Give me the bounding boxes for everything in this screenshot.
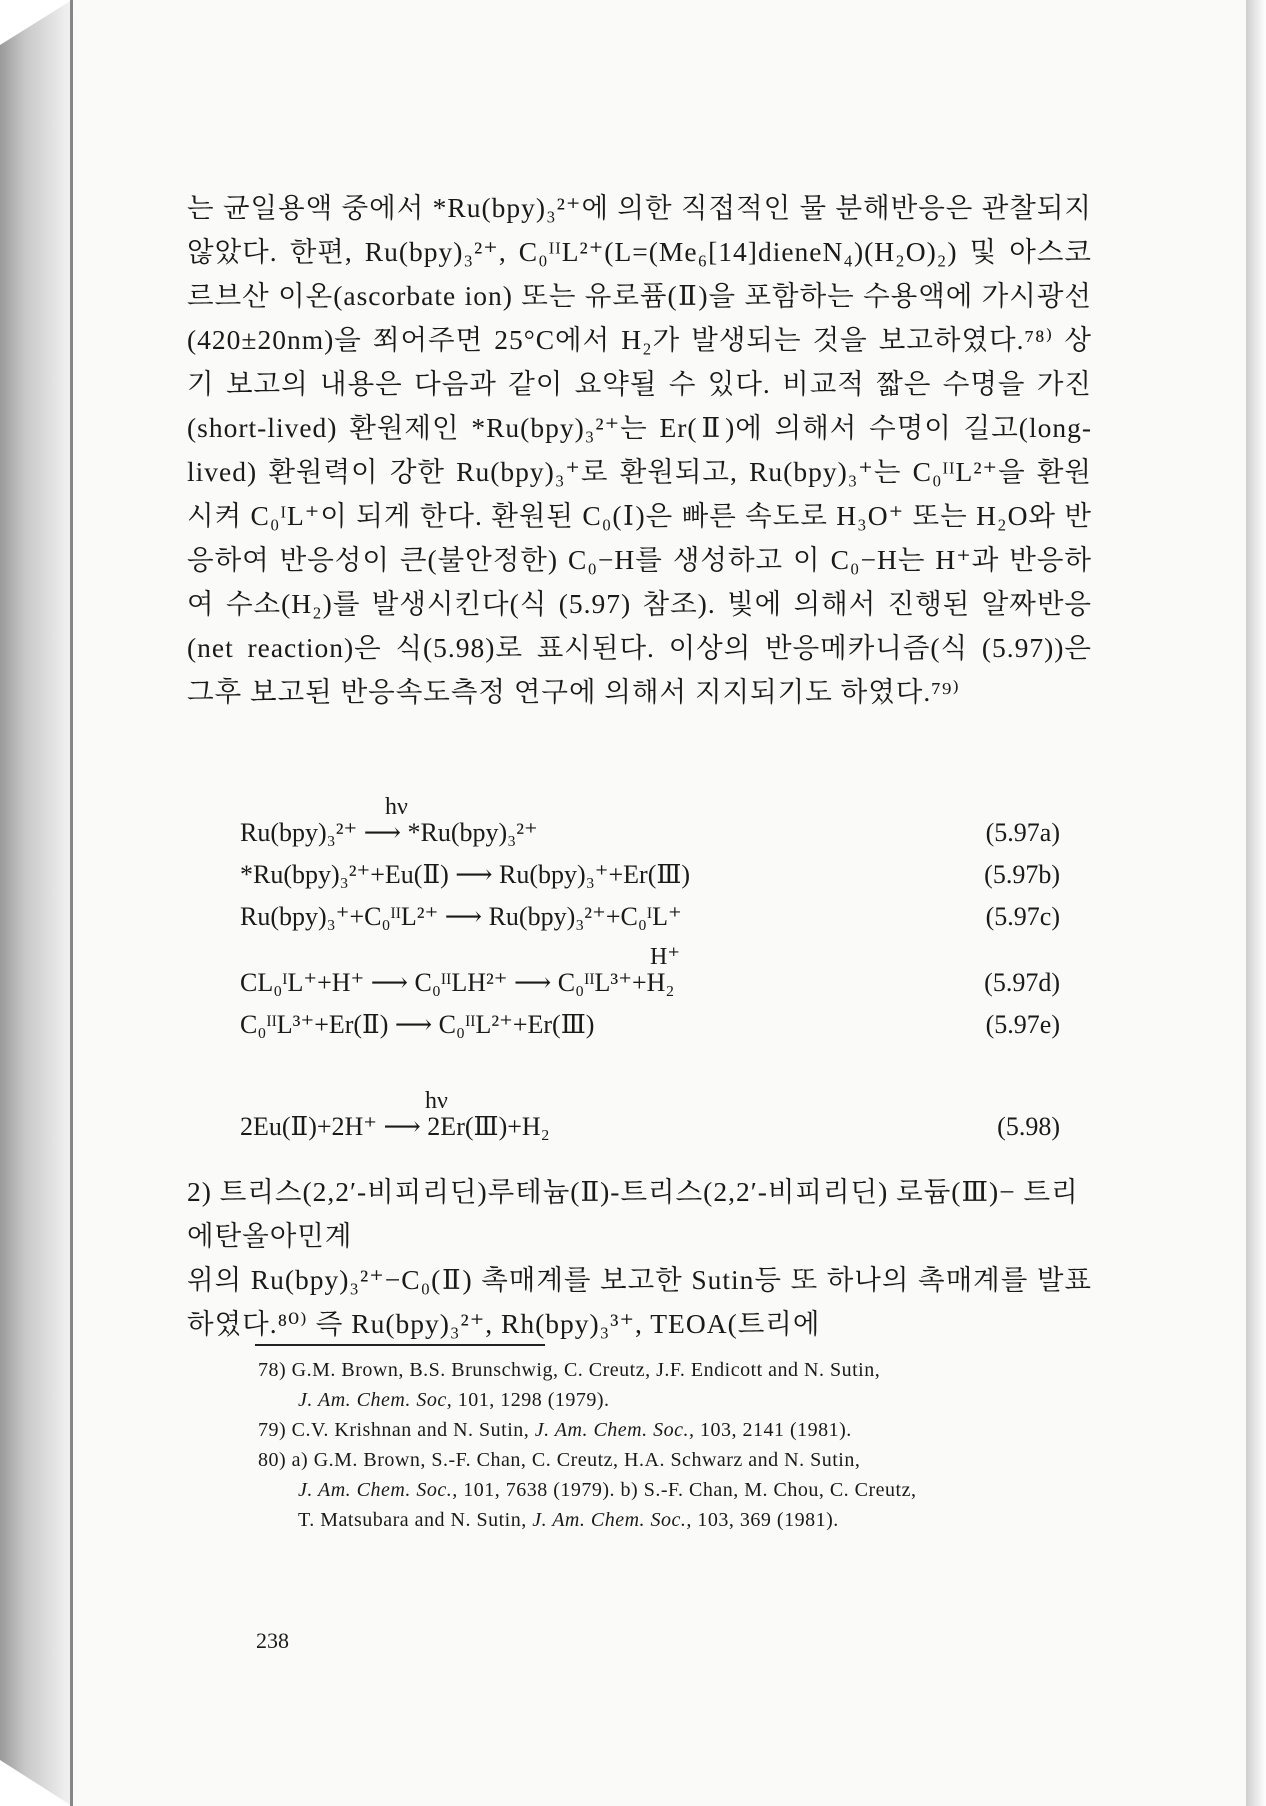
equation-row <box>240 854 1060 896</box>
citation-ref: 103, 369 (1981). <box>697 1509 839 1531</box>
equation-number: (5.97d) <box>984 968 1060 997</box>
citation-ref: 101, 1298 (1979). <box>457 1389 610 1411</box>
footnote-citation <box>258 1385 1096 1415</box>
arrow-label: hν <box>425 1088 448 1114</box>
section-heading-text: 2) 트리스(2,2′-비피리딘)루테늄(Ⅱ)-트리스(2,2′-비피리딘) 로듐(Ⅲ)− 트리에탄올아민계 <box>187 1176 1079 1251</box>
footnote-authors: a) G.M. Brown, S.-F. Chan, C. Creutz, H.A. Schwarz and N. Sutin, <box>291 1449 861 1471</box>
equation-number: (5.97a) <box>985 818 1060 847</box>
journal-name: J. Am. Chem. Soc., <box>534 1419 695 1441</box>
footnote-80 <box>258 1445 1096 1535</box>
equation-row <box>240 1088 1060 1148</box>
footnote-authors: C.V. Krishnan and N. Sutin, <box>291 1419 530 1441</box>
equation-number: (5.97b) <box>984 860 1060 889</box>
equation-group-5-97abc <box>240 794 1060 938</box>
journal-name: J. Am. Chem. Soc., <box>532 1509 692 1531</box>
book-edge <box>0 0 72 1806</box>
page-shadow <box>1246 0 1266 1806</box>
citation-ref: 101, 7638 (1979). b) S.-F. Chan, M. Chou, C. Creutz, <box>463 1479 917 1501</box>
citation-ref: 103, 2141 (1981). <box>699 1419 852 1441</box>
footnote-number: 78) <box>258 1359 287 1381</box>
footnote-citation <box>258 1505 1096 1535</box>
journal-name: J. Am. Chem. Soc., <box>298 1479 458 1501</box>
equation-formula: Ru(bpy)₃²⁺ ⟶ *Ru(bpy)₃²⁺ <box>240 818 538 847</box>
arrow-label: H⁺ <box>650 944 680 970</box>
equation-group-5-97de <box>240 944 1060 1046</box>
body-paragraph-1 <box>187 186 1092 714</box>
journal-name: J. Am. Chem. Soc, <box>298 1389 453 1411</box>
footnote-authors: T. Matsubara and N. Sutin, <box>298 1509 527 1531</box>
equation-row <box>240 944 1060 1004</box>
body-paragraph-2 <box>187 1258 1092 1346</box>
equation-number: (5.97e) <box>985 1010 1060 1039</box>
footnote-79 <box>258 1415 1096 1445</box>
footnote-rule <box>255 1344 545 1346</box>
arrow-label: hν <box>385 794 408 820</box>
paragraph-text: 는 균일용액 중에서 *Ru(bpy)₃²⁺에 의한 직접적인 물 분해반응은 관찰되지 않았다. 한편, Ru(bpy)₃²⁺, C₀ᴵᴵL²⁺(L=(Me₆[14]dieneN₄)(H₂O)₂) 및 아스코르브산 이온(ascorbate ion) 또는 유로퓸(Ⅱ)을 포함하는 수용액에 가시광선(420±20nm)을 쬐어주면 25°C에서 H₂가 발생되는 것을 보고하였다.⁷⁸⁾ 상기 보고의 내용은 다음과 같이 요약될 수 있다. 비교적 짧은 수명을 가진(short-lived) 환원제인 *Ru(bpy)₃²⁺는 Er(Ⅱ)에 의해서 수명이 길고(long-lived) 환원력이 강한 Ru(bpy)₃⁺로 환원되고, Ru(bpy)₃⁺는 C₀ᴵᴵL²⁺을 환원시켜 C₀ᴵL⁺이 되게 한다. 환원된 C₀(Ⅰ)은 빠른 속도로 H₃O⁺ 또는 H₂O와 반응하여 반응성이 큰(불안정한) C₀−H를 생성하고 이 C₀−H는 H⁺과 반응하여 수소(H₂)를 발생시킨다(식 (5.97) 참조). 빛에 의해서 진행된 알짜반응(net reaction)은 식(5.98)로 표시된다. 이상의 반응메카니즘(식 (5.97))은 그후 보고된 반응속도측정 연구에 의해서 지지되기도 하였다.⁷⁹⁾ <box>187 192 1092 707</box>
equation-formula: C₀ᴵᴵL³⁺+Er(Ⅱ) ⟶ C₀ᴵᴵL²⁺+Er(Ⅲ) <box>240 1010 595 1039</box>
equation-group-5-98 <box>240 1088 1060 1148</box>
footnote-authors: G.M. Brown, B.S. Brunschwig, C. Creutz, J.F. Endicott and N. Sutin, <box>291 1359 881 1381</box>
equation-formula: Ru(bpy)₃⁺+C₀ᴵᴵL²⁺ ⟶ Ru(bpy)₃²⁺+C₀ᴵL⁺ <box>240 902 682 931</box>
section-heading <box>187 1170 1092 1258</box>
footnote-number: 79) <box>258 1419 287 1441</box>
equation-number: (5.97c) <box>985 902 1060 931</box>
equation-formula: CL₀ᴵL⁺+H⁺ ⟶ C₀ᴵᴵLH²⁺ ⟶ C₀ᴵᴵL³⁺+H₂ <box>240 968 675 997</box>
equation-formula: *Ru(bpy)₃²⁺+Eu(Ⅱ) ⟶ Ru(bpy)₃⁺+Er(Ⅲ) <box>240 860 691 889</box>
equation-row <box>240 794 1060 854</box>
equation-number: (5.98) <box>997 1112 1060 1141</box>
equation-formula: 2Eu(Ⅱ)+2H⁺ ⟶ 2Er(Ⅲ)+H₂ <box>240 1112 550 1141</box>
footnote-78 <box>258 1355 1096 1415</box>
footnote-citation <box>258 1475 1096 1505</box>
equation-row <box>240 1004 1060 1046</box>
equation-row <box>240 896 1060 938</box>
page-number: 238 <box>256 1628 289 1653</box>
footnotes <box>258 1355 1096 1535</box>
footnote-number: 80) <box>258 1449 287 1471</box>
paragraph-text: 위의 Ru(bpy)₃²⁺−C₀(Ⅱ) 촉매계를 보고한 Sutin등 또 하나의 촉매계를 발표하였다.⁸⁰⁾ 즉 Ru(bpy)₃²⁺, Rh(bpy)₃³⁺, TEOA(트리에 <box>187 1264 1092 1339</box>
